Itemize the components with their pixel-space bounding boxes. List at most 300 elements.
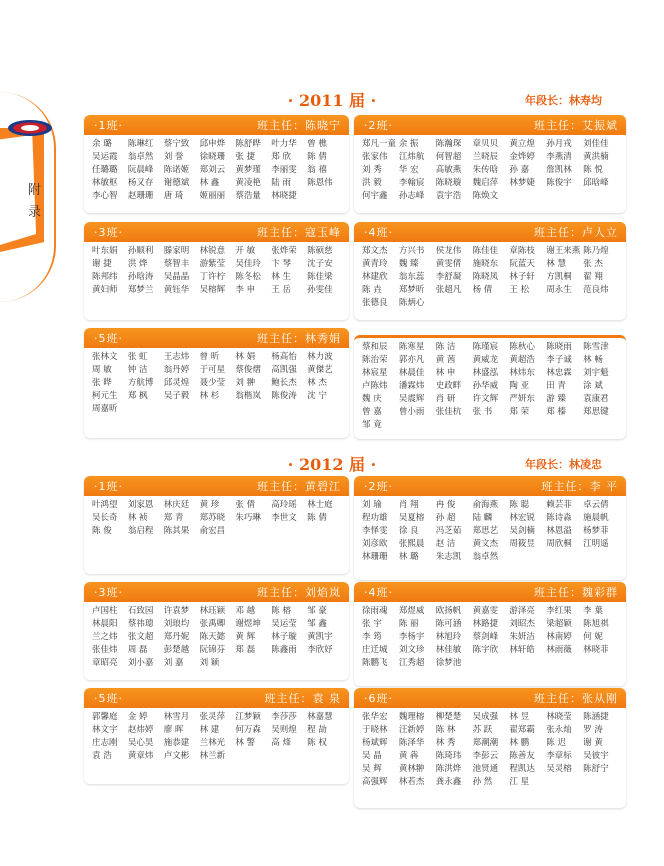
student-name: 何宇鑫	[362, 191, 388, 201]
student-name: 田 青	[546, 381, 566, 391]
class-card	[354, 222, 626, 320]
student-name: 曾 昕	[199, 352, 220, 362]
class-teacher: 班主任：艾振斌	[534, 119, 618, 132]
student-name: 陈硕慈	[307, 246, 333, 256]
student-name: 林珏颖	[199, 606, 226, 616]
student-name: 郑梦兰	[127, 285, 154, 295]
student-name: 陈 洁	[435, 342, 456, 352]
student-name: 吴运莹	[271, 619, 297, 629]
student-name: 刘 誉	[163, 152, 184, 162]
student-name: 刘 翀	[235, 378, 256, 388]
student-name: 郭亦凡	[398, 355, 425, 365]
student-name: 朱巧琳	[235, 513, 261, 523]
student-name: 徐雨魂	[362, 606, 388, 616]
student-name: 陈 倩	[307, 513, 327, 523]
student-name: 林士庭	[307, 500, 333, 510]
class-card	[84, 688, 349, 784]
student-name: 陈俊宇	[546, 178, 572, 188]
student-name: 黄青玲	[362, 259, 388, 269]
student-name: 郑刘云	[199, 165, 226, 175]
student-name: 翟 翔	[583, 272, 603, 282]
student-name: 黄梦瑾	[235, 165, 261, 175]
student-name: 林 生	[271, 272, 291, 282]
student-name: 陈晓璇	[435, 178, 462, 188]
student-name: 黄文杰	[472, 539, 499, 549]
student-name: 孙顺利	[127, 246, 154, 256]
student-name: 吴 辉	[362, 764, 382, 774]
student-name: 游 臻	[546, 394, 566, 404]
class-card-header	[84, 222, 349, 242]
student-name: 林 娟	[235, 352, 256, 362]
student-name: 林珊珊	[362, 552, 388, 562]
student-name: 石致园	[127, 606, 154, 616]
student-name: 陈 垚	[362, 285, 382, 295]
student-name: 张禹卿	[199, 619, 226, 629]
student-name: 江梦颖	[235, 712, 261, 722]
student-name: 郑丹妮	[163, 632, 190, 642]
student-name: 林嘉慧	[307, 712, 333, 722]
student-name: 章贝贝	[472, 139, 499, 149]
student-name: 李 申	[235, 285, 256, 295]
student-name: 陈鹏飞	[362, 658, 388, 668]
student-name: 叶力华	[271, 139, 297, 149]
student-name: 孙 超	[435, 513, 456, 523]
student-name: 林庆廷	[163, 500, 190, 510]
student-name: 郑思艺	[472, 526, 499, 536]
student-name: 李 筠	[362, 632, 382, 642]
student-name: 詹凯林	[546, 165, 572, 175]
student-name: 邹 竟	[362, 420, 382, 430]
student-name: 陈洪烨	[435, 764, 462, 774]
class-teacher: 班主任：袁 泉	[264, 692, 341, 705]
student-name: 张 捷	[235, 152, 256, 162]
student-name: 吴运霞	[92, 152, 118, 162]
student-name: 江炜航	[398, 152, 425, 162]
student-name: 滕家明	[163, 246, 190, 256]
student-name: 郑 枫	[127, 391, 148, 401]
student-name: 张林文	[92, 352, 118, 362]
student-name-list	[84, 348, 349, 418]
student-name: 陈恩伟	[307, 178, 333, 188]
student-name: 林忠霖	[546, 368, 572, 378]
class-card	[84, 222, 349, 320]
student-name: 林 祯	[127, 513, 148, 523]
student-name: 赖芸菲	[546, 500, 572, 510]
student-name: 赵珊珊	[127, 191, 154, 201]
student-name: 魏 庆	[362, 394, 382, 404]
class-teacher: 班主任：李 平	[541, 480, 618, 493]
student-name: 陶 亚	[509, 381, 530, 391]
student-name: 蔡剑峰	[472, 632, 499, 642]
student-name: 张 晔	[92, 378, 112, 388]
student-name: 林 警	[235, 738, 256, 748]
student-name: 卢文彬	[163, 751, 190, 761]
student-name: 张家伟	[362, 152, 388, 162]
student-name: 肖 翔	[398, 500, 419, 510]
student-name: 翁楷岚	[235, 391, 261, 401]
student-name: 吴佳玲	[235, 259, 261, 269]
student-name: 江明遥	[583, 539, 609, 549]
student-name: 游泽亮	[509, 606, 535, 616]
student-name: 黄 茜	[435, 355, 456, 365]
student-name: 陈冬松	[235, 272, 261, 282]
student-name: 肖 研	[435, 394, 456, 404]
student-name: 曾小雨	[398, 407, 425, 417]
student-name: 黄凯宇	[307, 632, 333, 642]
student-name: 吴 晶	[362, 751, 382, 761]
student-name: 张华宏	[362, 712, 388, 722]
student-name: 陈其果	[163, 526, 190, 536]
student-name: 陈晓凤	[472, 272, 499, 282]
student-name: 苏 跃	[472, 725, 493, 735]
student-name: 陈邦纬	[92, 272, 118, 282]
student-name: 张 书	[472, 407, 493, 417]
student-name: 郑煜威	[398, 606, 425, 616]
class-teacher: 班主任：寇玉峰	[257, 226, 341, 239]
student-name: 林轩皓	[509, 645, 535, 655]
student-name-list	[354, 496, 626, 566]
class-label: ·3班·	[94, 586, 123, 599]
student-name: 吴灵榕	[546, 764, 572, 774]
student-name: 陈焕文	[472, 191, 499, 201]
student-name: 李章标	[546, 751, 572, 761]
student-name: 蔡宁致	[163, 139, 190, 149]
student-name: 周 敏	[92, 365, 112, 375]
student-name: 陈琦玮	[435, 751, 462, 761]
student-name: 李丽雯	[271, 165, 297, 175]
student-name: 陈 丽	[398, 619, 419, 629]
student-name: 卞 琴	[271, 259, 291, 269]
student-name: 施晓东	[472, 259, 499, 269]
class-card	[84, 328, 349, 438]
student-name: 黄威龙	[472, 355, 499, 365]
student-name: 林雪月	[163, 712, 190, 722]
student-name: 鲍长杰	[271, 378, 297, 388]
student-name: 谢煜坤	[235, 619, 261, 629]
student-name: 丁许柠	[199, 272, 226, 282]
student-name: 徐 良	[398, 526, 419, 536]
class-card-header	[354, 222, 626, 242]
student-name: 章昭亮	[92, 658, 118, 668]
student-name: 周嘉昕	[92, 404, 118, 414]
student-name: 林 杰	[307, 378, 327, 388]
student-name: 卢陈炜	[362, 381, 388, 391]
student-name: 陈善友	[509, 751, 535, 761]
student-name: 张 宇	[362, 619, 382, 629]
student-name: 陆 雨	[271, 178, 291, 188]
student-name: 陈 聪	[509, 500, 530, 510]
student-name: 陈琳红	[127, 139, 154, 149]
student-name: 黄林翀	[398, 764, 425, 774]
student-name: 开 敏	[235, 246, 256, 256]
student-name: 翁东蕊	[398, 272, 425, 282]
student-name: 史政畔	[435, 381, 462, 391]
student-name-list	[354, 242, 626, 312]
student-name: 翟郑霸	[509, 725, 535, 735]
student-name: 任璐璐	[92, 165, 118, 175]
class-label: ·5班·	[94, 332, 123, 345]
class-teacher: 班主任：张从刚	[534, 692, 618, 705]
student-name: 黄 犇	[398, 751, 419, 761]
student-name: 孙 嘉	[509, 165, 530, 175]
student-name: 林 璐	[398, 552, 419, 562]
student-name: 林宏锐	[509, 513, 535, 523]
student-name: 孙华威	[472, 381, 499, 391]
student-name: 吴则煌	[271, 725, 297, 735]
student-name: 李红果	[546, 606, 572, 616]
student-name: 陈 迟	[546, 738, 566, 748]
student-name: 林 畅	[583, 355, 603, 365]
student-name: 李燕清	[546, 152, 572, 162]
student-name: 冯芝茹	[435, 526, 462, 536]
student-name: 林晨阳	[92, 619, 118, 629]
student-name: 林锐意	[199, 246, 226, 256]
student-name: 郑 青	[163, 513, 184, 523]
student-name: 刘文珍	[398, 645, 425, 655]
student-name: 陈瑾宸	[472, 342, 499, 352]
student-name: 张烨荣	[271, 246, 297, 256]
student-name: 聂少莹	[199, 378, 226, 388]
class-teacher: 班主任：刘焰岚	[257, 586, 341, 599]
student-name: 龚永鑫	[435, 777, 462, 787]
student-name: 沈 宁	[307, 391, 327, 401]
student-name: 魏理榕	[398, 712, 425, 722]
student-name: 朱志凯	[435, 552, 462, 562]
student-name: 洪 毅	[362, 178, 382, 188]
student-name: 华 宏	[398, 165, 419, 175]
student-name-list	[84, 242, 349, 299]
student-name: 陈可涵	[435, 619, 462, 629]
class-card	[84, 115, 349, 213]
class-teacher: 班主任：卢人立	[534, 226, 618, 239]
student-name: 刘宇魁	[583, 368, 609, 378]
student-name: 王 岳	[271, 285, 291, 295]
class-label: ·4班·	[364, 226, 393, 239]
student-name: 张德良	[362, 298, 388, 308]
student-name: 李翰宸	[398, 178, 425, 188]
student-name: 何万森	[235, 725, 261, 735]
student-name: 郑 磊	[235, 645, 256, 655]
student-name: 郑 榛	[546, 407, 566, 417]
student-name: 吴晶晶	[163, 272, 190, 282]
student-name: 程凯达	[509, 764, 535, 774]
student-name: 池贤通	[472, 764, 499, 774]
student-name: 王志炜	[163, 352, 190, 362]
class-card-header	[84, 688, 349, 708]
student-name: 刘昭杰	[509, 619, 535, 629]
student-name: 陈鑫雨	[271, 645, 297, 655]
student-name: 邹 鑫	[307, 619, 327, 629]
student-name: 林旭玲	[435, 632, 462, 642]
student-name: 邱晗峰	[583, 178, 609, 188]
student-name: 郑文杰	[362, 246, 388, 256]
student-name: 蔡智丰	[163, 259, 190, 269]
class-card-header	[84, 328, 349, 348]
student-name: 陈泽华	[398, 738, 425, 748]
student-name: 林炜东	[509, 368, 535, 378]
student-name: 张超凡	[435, 285, 462, 295]
student-name: 许袁梦	[163, 606, 190, 616]
student-name: 刘佳佳	[583, 139, 609, 149]
student-name: 吴长奇	[92, 513, 118, 523]
student-name: 庄迁城	[362, 645, 388, 655]
student-name: 邹 豪	[307, 606, 327, 616]
student-name: 卓云倩	[583, 500, 609, 510]
student-name: 程功雄	[362, 513, 388, 523]
student-name: 金烨婷	[509, 152, 535, 162]
student-name: 余 振	[398, 139, 419, 149]
student-name: 阮锦芬	[199, 645, 226, 655]
student-name: 许文辉	[472, 394, 499, 404]
student-name: 施恭建	[163, 738, 190, 748]
student-name: 陈俊涛	[271, 391, 297, 401]
student-name: 赵炜婷	[127, 725, 154, 735]
student-name: 翁 禧	[307, 165, 327, 175]
student-name: 黄洪楠	[583, 152, 609, 162]
student-name: 吴心昊	[127, 738, 154, 748]
student-name: 游紫莹	[199, 259, 226, 269]
class-label: ·2班·	[364, 119, 393, 132]
student-name: 施晨帆	[583, 513, 609, 523]
student-name: 刘 嘉	[163, 658, 184, 668]
student-name: 孙 然	[472, 777, 493, 787]
student-name: 叶鸿望	[92, 500, 118, 510]
student-name: 谢德斌	[163, 178, 190, 188]
student-name: 杨又存	[127, 178, 154, 188]
student-name: 李子诚	[546, 355, 572, 365]
student-name: 王 松	[509, 285, 530, 295]
student-name: 陈 俊	[92, 526, 112, 536]
student-name: 林敏枢	[92, 178, 118, 188]
student-name: 张灵萍	[199, 712, 226, 722]
class-card-header	[354, 476, 626, 496]
student-name: 杨斌辉	[362, 738, 388, 748]
student-name: 张永灿	[546, 725, 572, 735]
student-name: 沈子安	[307, 259, 333, 269]
student-name: 陈晓雨	[546, 342, 572, 352]
student-name: 黄凌艳	[235, 178, 261, 188]
student-name: 吴震辉	[398, 394, 425, 404]
student-name: 林兰新	[199, 751, 226, 761]
student-name: 蔡和辰	[362, 342, 388, 352]
student-name: 刘 瑜	[362, 500, 382, 510]
student-name: 林 秀	[435, 738, 456, 748]
class-card	[84, 582, 349, 680]
student-name: 翁启程	[127, 526, 154, 536]
class-teacher: 班主任：黄碧江	[257, 480, 341, 493]
student-name: 林子轩	[509, 272, 535, 282]
student-name: 汪新婷	[398, 725, 425, 735]
student-name: 庄志刚	[92, 738, 118, 748]
student-name: 林建欣	[362, 272, 388, 282]
student-name: 林梦婕	[509, 178, 535, 188]
student-name: 侯龙伟	[435, 246, 462, 256]
student-name: 郑苏晓	[199, 513, 226, 523]
student-name: 郑梦昕	[398, 285, 425, 295]
student-name-list	[84, 708, 349, 765]
student-name: 郑思键	[583, 407, 609, 417]
student-name: 江 星	[509, 777, 530, 787]
student-name: 周欣桐	[546, 539, 572, 549]
class-teacher: 班主任：魏彩群	[534, 586, 618, 599]
student-name: 孙月戎	[546, 139, 572, 149]
student-name: 张文超	[127, 632, 154, 642]
student-name: 林晨佳	[398, 368, 425, 378]
student-name-list	[354, 602, 626, 672]
class-card	[354, 115, 626, 213]
student-name: 姬丽丽	[199, 191, 226, 201]
student-name: 徐梦池	[435, 658, 462, 668]
student-name: 袁康君	[583, 394, 609, 404]
student-name: 林晓莹	[546, 712, 572, 722]
student-name: 刘小嘉	[127, 658, 154, 668]
student-name: 翁丹婷	[163, 365, 190, 375]
student-name: 高玲瑶	[271, 500, 297, 510]
class-card-header	[84, 582, 349, 602]
student-name: 陈乃煌	[583, 246, 609, 256]
student-name: 吴夏榕	[398, 513, 425, 523]
student-name: 林宸星	[362, 368, 388, 378]
student-name: 兰林光	[199, 738, 226, 748]
student-name: 高凯强	[271, 365, 297, 375]
student-name: 李杨宇	[398, 632, 425, 642]
student-name: 周筱昱	[509, 539, 535, 549]
student-name: 柳楚楚	[435, 712, 462, 722]
student-name: 魏启萍	[472, 178, 499, 188]
student-name: 邓 越	[235, 606, 256, 616]
student-name: 高敏燕	[435, 165, 462, 175]
student-name: 涂 斌	[583, 381, 603, 391]
student-name: 张 虹	[127, 352, 148, 362]
student-name: 陈寒星	[398, 342, 425, 352]
student-name: 陈 榕	[271, 606, 291, 616]
student-name: 柯元生	[92, 391, 118, 401]
student-name: 陈涵捷	[583, 712, 609, 722]
student-name: 陈 权	[307, 738, 327, 748]
student-name: 黄妇师	[92, 285, 118, 295]
student-name-list	[84, 135, 349, 205]
student-name: 陈舒晔	[235, 139, 261, 149]
student-name: 杨高怡	[271, 352, 297, 362]
student-name: 陈炳心	[398, 298, 425, 308]
school-logo-icon	[4, 118, 56, 138]
class-card-header	[354, 115, 626, 135]
student-name: 兰之炜	[92, 632, 118, 642]
appendix-label: 附 录	[28, 183, 42, 220]
student-name: 郑潮潮	[472, 738, 499, 748]
student-name: 黄超浩	[509, 355, 535, 365]
student-name: 林 杉	[199, 391, 220, 401]
student-name: 卢国柱	[92, 606, 118, 616]
student-name: 李欣妤	[307, 645, 333, 655]
student-name: 蔡浩量	[235, 191, 261, 201]
student-name: 范良炜	[583, 285, 609, 295]
class-card	[354, 582, 626, 686]
student-name-list	[354, 338, 626, 434]
student-name: 吴子毅	[163, 391, 190, 401]
student-name: 刘琅均	[163, 619, 190, 629]
student-name: 谢王来燕	[546, 246, 581, 256]
class-card-header	[84, 115, 349, 135]
student-name: 刘彦欧	[362, 539, 388, 549]
student-name: 曾 嘉	[362, 407, 382, 417]
student-name: 孙晗涛	[127, 272, 154, 282]
student-name: 方航博	[127, 378, 154, 388]
student-name: 翁卓然	[127, 152, 154, 162]
class-label: ·6班·	[364, 692, 393, 705]
student-name: 谢 黄	[583, 738, 603, 748]
class-card-header	[84, 476, 349, 496]
